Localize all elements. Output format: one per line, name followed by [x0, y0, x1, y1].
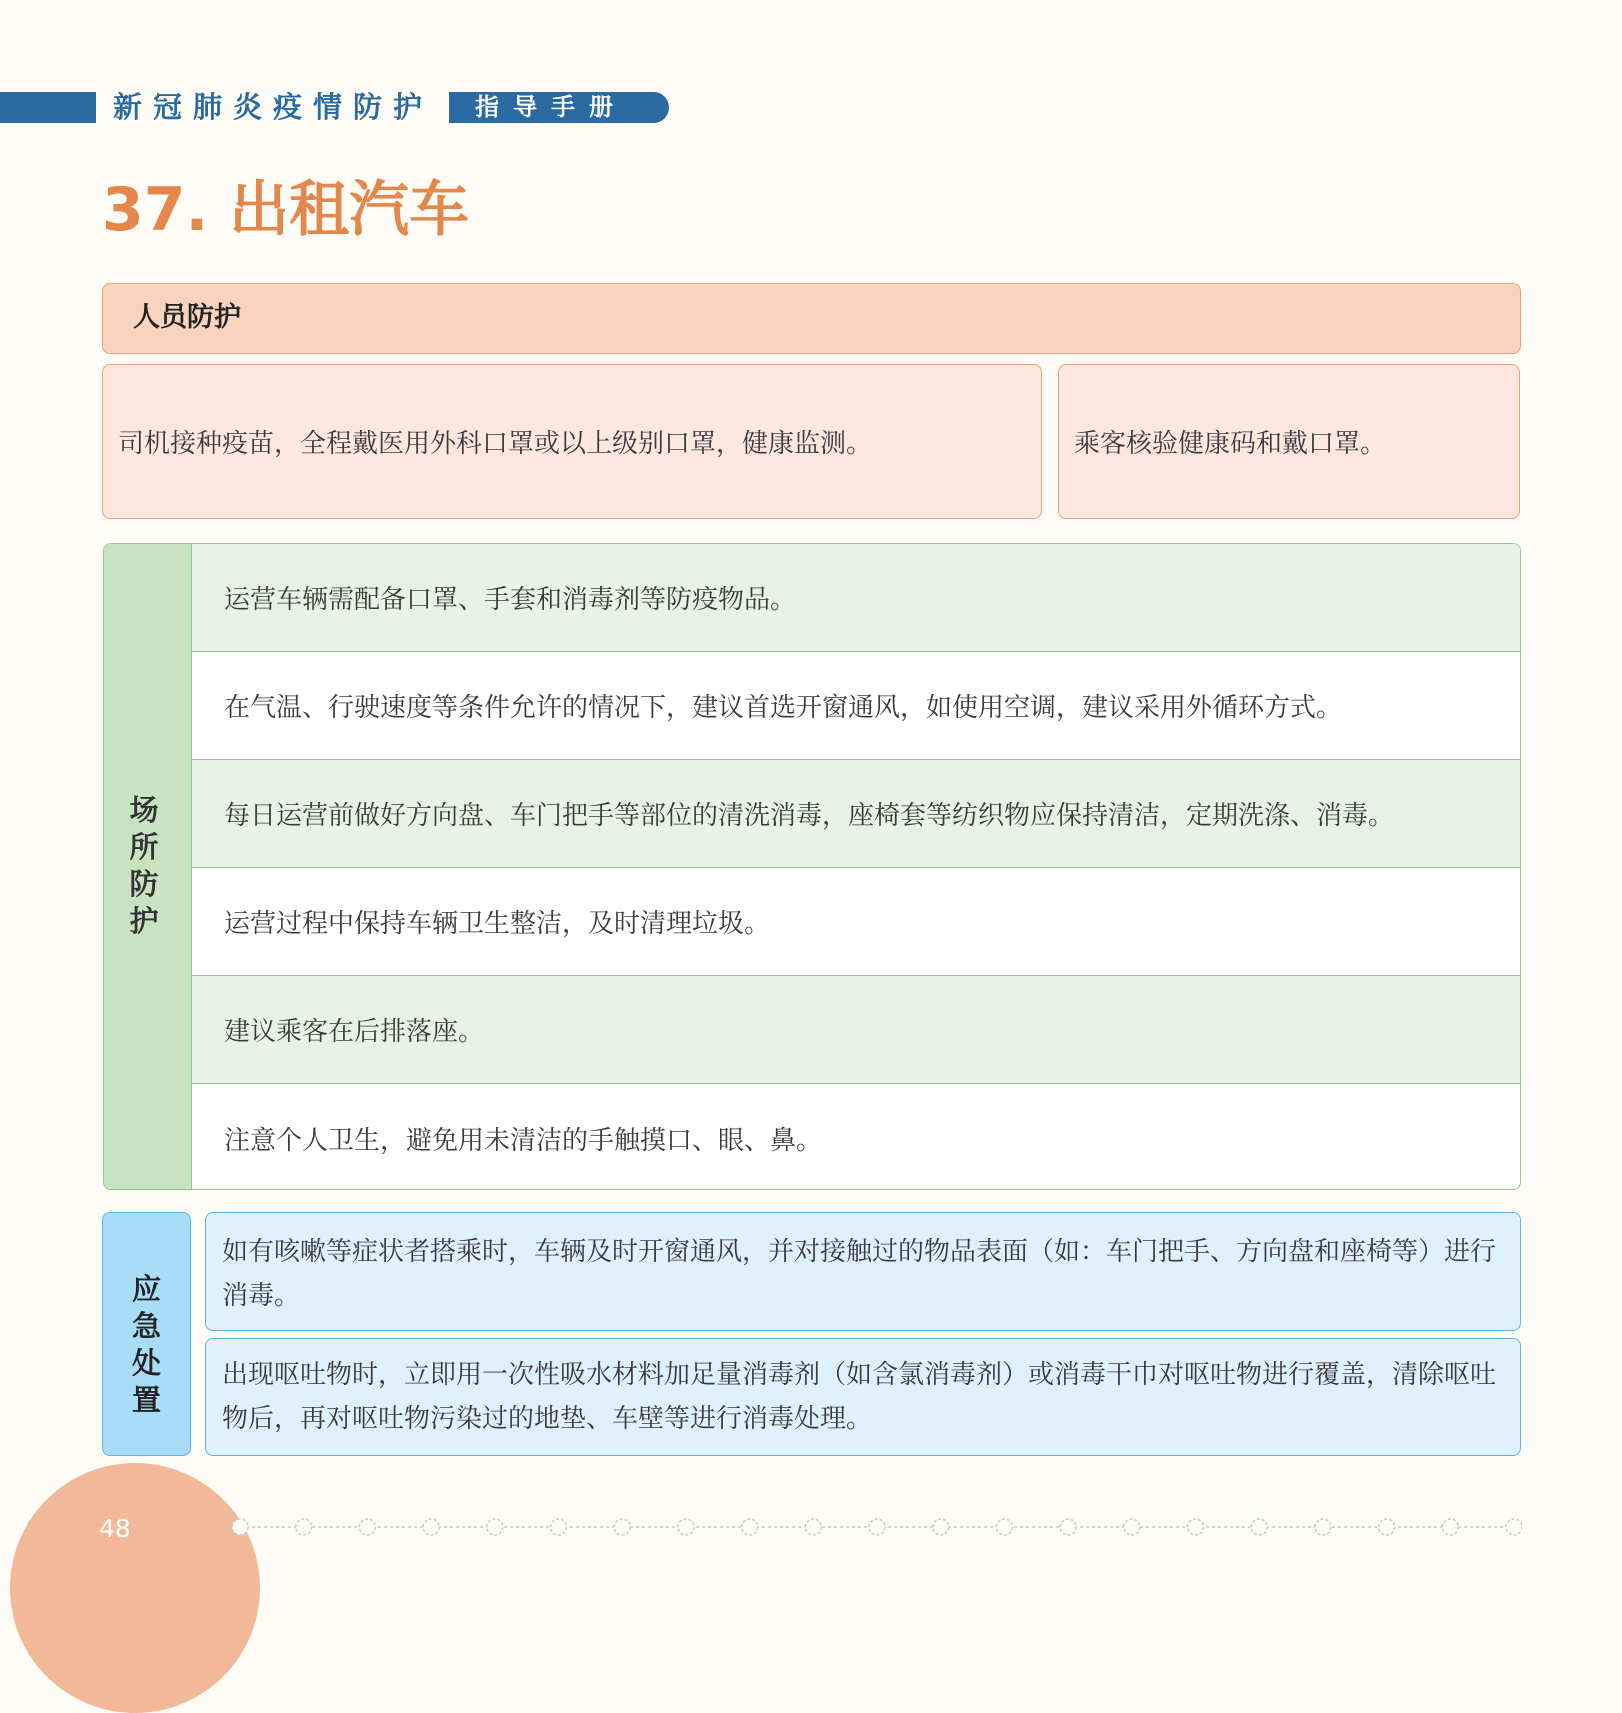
divider-dot	[1442, 1519, 1458, 1535]
page-title: 37. 出租汽车	[102, 175, 470, 245]
personnel-protection-item	[1058, 364, 1520, 519]
personnel-protection-item	[102, 364, 1042, 519]
divider-dot	[1124, 1519, 1140, 1535]
divider-dot	[869, 1519, 885, 1535]
page-corner-circle	[10, 1463, 260, 1713]
divider-dot	[1060, 1519, 1076, 1535]
divider-dot	[805, 1519, 821, 1535]
site-protection-row-text: 运营车辆需配备口罩、手套和消毒剂等防疫物品。	[224, 585, 797, 615]
dotted-divider	[232, 1515, 1522, 1541]
emergency-handling-item	[205, 1338, 1521, 1456]
header-accent-bar	[0, 92, 96, 123]
personnel-protection-header	[102, 283, 1521, 354]
site-protection-row	[192, 1084, 1520, 1190]
divider-dot	[1251, 1519, 1267, 1535]
site-protection-row-text: 注意个人卫生，避免用未清洁的手触摸口、眼、鼻。	[224, 1125, 823, 1156]
emergency-handling-side	[102, 1212, 191, 1456]
divider-dot	[359, 1519, 375, 1535]
emergency-handling-label: 应急处置	[131, 1272, 161, 1417]
site-protection-row	[192, 976, 1520, 1084]
site-protection-row	[192, 544, 1520, 652]
site-protection-row	[192, 868, 1520, 976]
divider-dot	[614, 1519, 630, 1535]
divider-dot	[551, 1519, 567, 1535]
divider-dot	[423, 1519, 439, 1535]
divider-dot	[933, 1519, 949, 1535]
divider-dot	[232, 1519, 248, 1535]
divider-dot	[487, 1519, 503, 1535]
site-protection-side	[104, 544, 192, 1189]
site-protection-row-text: 建议乘客在后排落座。	[224, 1017, 485, 1047]
emergency-handling-item-text: 如有咳嗽等症状者搭乘时，车辆及时开窗通风，并对接触过的物品表面（如：车门把手、方向盘和座椅等）进行消毒。	[222, 1237, 1497, 1311]
site-protection-row-text: 在气温、行驶速度等条件允许的情况下，建议首选开窗通风，如使用空调，建议采用外循环方式。	[224, 693, 1343, 723]
divider-dot	[1506, 1519, 1522, 1535]
emergency-handling-item	[205, 1212, 1521, 1331]
handbook-subtitle-pill: 指导手册	[449, 92, 669, 123]
divider-dot	[678, 1519, 694, 1535]
site-protection-label: 场所防护	[129, 793, 159, 938]
site-protection-section	[103, 543, 1521, 1190]
site-protection-row	[192, 760, 1520, 868]
divider-dot	[1188, 1519, 1204, 1535]
personnel-protection-label: 人员防护	[133, 302, 241, 333]
page-number: 48	[99, 1514, 131, 1543]
site-protection-row-text: 每日运营前做好方向盘、车门把手等部位的清洗消毒，座椅套等纺织物应保持清洁，定期洗涤、消毒。	[224, 801, 1395, 831]
divider-dot	[1379, 1519, 1395, 1535]
divider-dot	[296, 1519, 312, 1535]
personnel-protection-item-text: 司机接种疫苗，全程戴医用外科口罩或以上级别口罩，健康监测。	[118, 429, 873, 459]
site-protection-row	[192, 652, 1520, 760]
personnel-protection-item-text: 乘客核验健康码和戴口罩。	[1074, 429, 1387, 459]
site-protection-row-text: 运营过程中保持车辆卫生整洁，及时清理垃圾。	[224, 909, 771, 939]
handbook-title: 新冠肺炎疫情防护	[113, 90, 434, 124]
divider-dot	[742, 1519, 758, 1535]
divider-dot	[1315, 1519, 1331, 1535]
divider-dot	[996, 1519, 1012, 1535]
emergency-handling-item-text: 出现呕吐物时，立即用一次性吸水材料加足量消毒剂（如含氯消毒剂）或消毒干巾对呕吐物进行覆盖，清除呕吐物后，再对呕吐物污染过的地垫、车壁等进行消毒处理。	[222, 1360, 1497, 1434]
